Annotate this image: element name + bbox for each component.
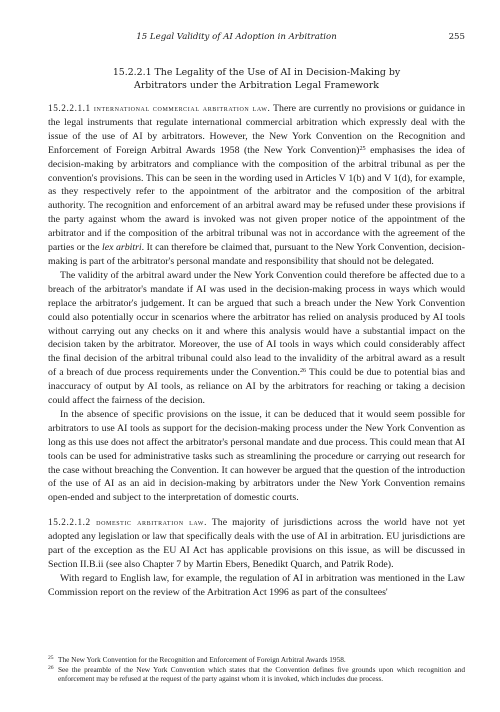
- footnotes: [48, 655, 465, 684]
- paragraph-validity: [48, 269, 465, 408]
- section-heading-line-1: 15.2.2.1 The Legality of the Use of AI in Decision-Making by: [112, 67, 401, 78]
- footnote-ref-25[interactable]: 25: [359, 144, 366, 152]
- paragraph-domestic-arbitration: [48, 516, 465, 572]
- footnote-number: 26: [48, 664, 54, 671]
- footnote-26: [48, 665, 465, 684]
- paragraph-english-law: With regard to English law, for example, the regulation of AI in arbitration was mentioned in the Law Commission report on the review of the Arbitration Act 1996 as part of the consultees': [48, 572, 465, 598]
- body-text: [48, 102, 465, 600]
- running-head: [48, 30, 465, 44]
- paragraph-1-text-b: emphasises the idea of decision-making by arbitrators and compliance with the composition of the arbitral tribunal as per the convention's provisions. This can be seen in the wording used in Articles V 1(b) and V 1(d), for example, as they respectively refer to the appointment of the arbitrator and the composition of the arbitral authority. The recognition and enforcement of an arbitral award may be refused under these provisions if the party against whom the award is invoked was not given proper notice of the appointment of the arbitrator and if the composition of the arbitral tribunal was not in accordance with the agreement of the parties or the: [48, 144, 465, 254]
- section-heading: [48, 66, 465, 92]
- paragraph-4-text: The majority of jurisdictions across the world have not yet adopted any legislation or law that specifically deals with the use of AI in arbitration. EU jurisdictions are part of the exception as the EU AI Act has applicable provisions on this issue, as will be discussed in Section II.B.ii (see also Chapter 7 by Martin Ebers, Benedikt Quarch, and Patrik Rode).: [48, 517, 465, 570]
- paragraph-1-text-c: . It can therefore be claimed that, pursuant to the New York Convention, decision-making is part of the arbitrator's personal mandate and responsibility that should not be delegated.: [48, 242, 465, 267]
- running-head-title: 15 Legal Validity of AI Adoption in Arbitration: [136, 32, 337, 42]
- section-heading-line-2: Arbitrators under the Arbitration Legal Framework: [134, 80, 379, 91]
- footnote-ref-26[interactable]: 26: [299, 367, 307, 375]
- footnote-number: 25: [48, 655, 54, 661]
- paragraph-2-text-a: The validity of the arbitral award under the New York Convention could therefore be affected due to a breach of the arbitrator's mandate if AI was used in the decision-making process in ways which would replace the arbitrator's judgement. It can be argued that such a breach under the New York Convention could also potentially occur in scenarios where the arbitrator has relied on analysis produced by AI tools without carrying out any checks on it and where this analysis would have a substantial impact on the decision taken by the arbitrator. Moreover, the use of AI tools in ways which could considerably affect the final decision of the arbitral tribunal could also lead to the invalidity of the arbitral award as a result of a breach of due process requirements under the Convention.: [48, 269, 465, 379]
- footnote-text: See the preamble of the New York Convention which states that the Convention defines five grounds upon which recognition and enforcement may be refused at the request of the party against whom it is invoked, which includes due process.: [58, 664, 465, 684]
- paragraph-international-commercial-arbitration: [48, 102, 465, 269]
- page-number: 255: [448, 32, 465, 42]
- paragraph-absence-of-provisions: In the absence of specific provisions on the issue, it can be deduced that it would seem possible for arbitrators to use AI tools as support for the decision-making process under the New York Convention as long as this use does not affect the arbitrator's personal mandate and due process. This could mean that AI tools can be used for administrative tasks such as streamlining the procedure or carrying out research for the case without breaching the Convention. It can however be argued that the question of the introduction of the use of AI as an aid in decision-making by arbitrators under the New York Convention remains open-ended and subject to the interpretation of domestic courts.: [48, 408, 465, 504]
- page: [48, 30, 465, 600]
- paragraph-1-text-a: There are currently no provisions or guidance in the legal instruments that regulate international commercial arbitration which expressly deal with the issue of the use of AI by arbitrators. However, the New York Convention on the Recognition and Enforcement of Foreign Arbitral Awards 1958 (the New York Convention): [48, 103, 465, 156]
- subsection-heading-international: 15.2.2.1.1 international commercial arbitration law.: [48, 103, 271, 113]
- footnote-25: [48, 655, 465, 665]
- footnote-text: The New York Convention for the Recognition and Enforcement of Foreign Arbitral Awards 1958.: [58, 655, 346, 664]
- subsection-heading-domestic: 15.2.2.1.2 domestic arbitration law.: [48, 517, 207, 528]
- paragraph-2-text-b: This could be due to potential bias and inaccuracy of output by AI tools, as reliance on AI by the arbitrators for reaching or taking a decision could affect the fairness of the decision.: [48, 367, 465, 407]
- lex-arbitri-term: lex arbitri: [101, 242, 142, 254]
